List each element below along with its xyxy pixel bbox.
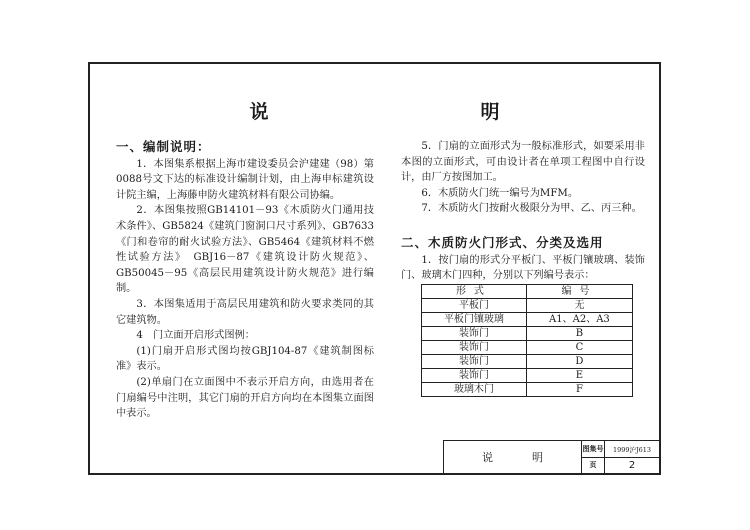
table-cell-code: D — [526, 354, 632, 368]
page-number: 2 — [628, 459, 636, 471]
table-header-form: 形式 — [422, 284, 527, 298]
table-cell-form: 装饰门 — [422, 368, 527, 382]
paragraph-4a: (1)门扇开启形式图均按GBJ104-87《建筑制图标准》表示。 — [116, 345, 374, 373]
title-block-page-row — [582, 457, 659, 473]
table-row — [422, 340, 633, 354]
table-row — [422, 354, 633, 368]
atlas-number-value: 1999沪J613 — [612, 445, 652, 454]
table-cell-form: 玻璃木门 — [422, 382, 527, 396]
section1-heading: 一、编制说明： — [116, 139, 211, 154]
table-cell-code: E — [526, 368, 632, 382]
page-label: 页 — [582, 457, 605, 473]
section2-heading: 二、木质防火门形式、分类及选用 — [401, 234, 604, 250]
table-cell-code: C — [526, 340, 632, 354]
table-row — [422, 368, 633, 382]
table-cell-form: 装饰门 — [422, 354, 527, 368]
paragraph-3: 3．本图集适用于高层民用建筑和防火要求类同的其它建筑物。 — [116, 298, 374, 326]
paragraph-4b: (2)单扇门在立面图中不表示开启方向，由选用者在门扇编号中注明，其它门扇的开启方向均在本图集立面图中表示。 — [116, 376, 374, 420]
table-cell-form: 装饰门 — [422, 326, 527, 340]
section2-paragraph-1: 1．按门扇的形式分平板门、平板门镶玻璃、装饰门、玻璃木门四种，分别以下列编号表示： — [401, 254, 645, 282]
table-row — [422, 382, 633, 396]
paragraph-6: 6．木质防火门统一编号为MFM。 — [421, 187, 579, 199]
table-cell-code: F — [526, 382, 632, 396]
paragraph-5: 5．门扇的立面形式为一般标准形式，如要采用非本图的立面形式，可由设计者在单项工程图中自行设计，由厂方按图加工。 — [401, 141, 645, 184]
table-cell-form: 平板门 — [422, 298, 527, 312]
door-code-table — [421, 284, 633, 397]
table-cell-form: 平板门镶玻璃 — [422, 312, 527, 326]
table-row — [422, 312, 633, 326]
paragraph-7: 7．木质防火门按耐火极限分为甲、乙、丙三种。 — [421, 203, 642, 215]
title-block — [443, 440, 659, 473]
table-header-code: 编号 — [526, 284, 632, 298]
title-block-atlas-row — [582, 441, 659, 458]
table-cell-code: 无 — [526, 298, 632, 312]
paragraph-2: 2．本图集按照GB14101－93《木质防火门通用技术条件》、GB5824《建筑门窗洞口尺寸系列》、GB7633《门和卷帘的耐火试验方法》、GB5464《建筑材料不燃性试验方法》 GBJ16－87《建筑设计防火规范》、GB50045－95《高层民用建筑设计防火规范》进行编制。 — [116, 205, 374, 295]
table-row — [422, 298, 633, 312]
title-block-name: 说 明 — [444, 441, 582, 473]
table-cell-code: B — [526, 326, 632, 340]
table-row — [422, 326, 633, 340]
paragraph-4: 4 门立面开启形式图例： — [136, 330, 255, 342]
table-cell-code: A1、A2、A3 — [526, 312, 632, 326]
table-cell-form: 装饰门 — [422, 340, 527, 354]
drawing-sheet — [88, 62, 661, 475]
right-column — [401, 139, 645, 397]
page-title: 说 明 — [249, 101, 558, 123]
left-column — [116, 139, 374, 422]
paragraph-1: 1．本图集系根据上海市建设委员会沪建建（98）第0088号文下达的标准设计编制计划，由上海申标建筑设计院主编，上海藤申防火建筑材料有限公司协编。 — [116, 158, 374, 201]
atlas-number-label: 图集号 — [582, 441, 605, 457]
